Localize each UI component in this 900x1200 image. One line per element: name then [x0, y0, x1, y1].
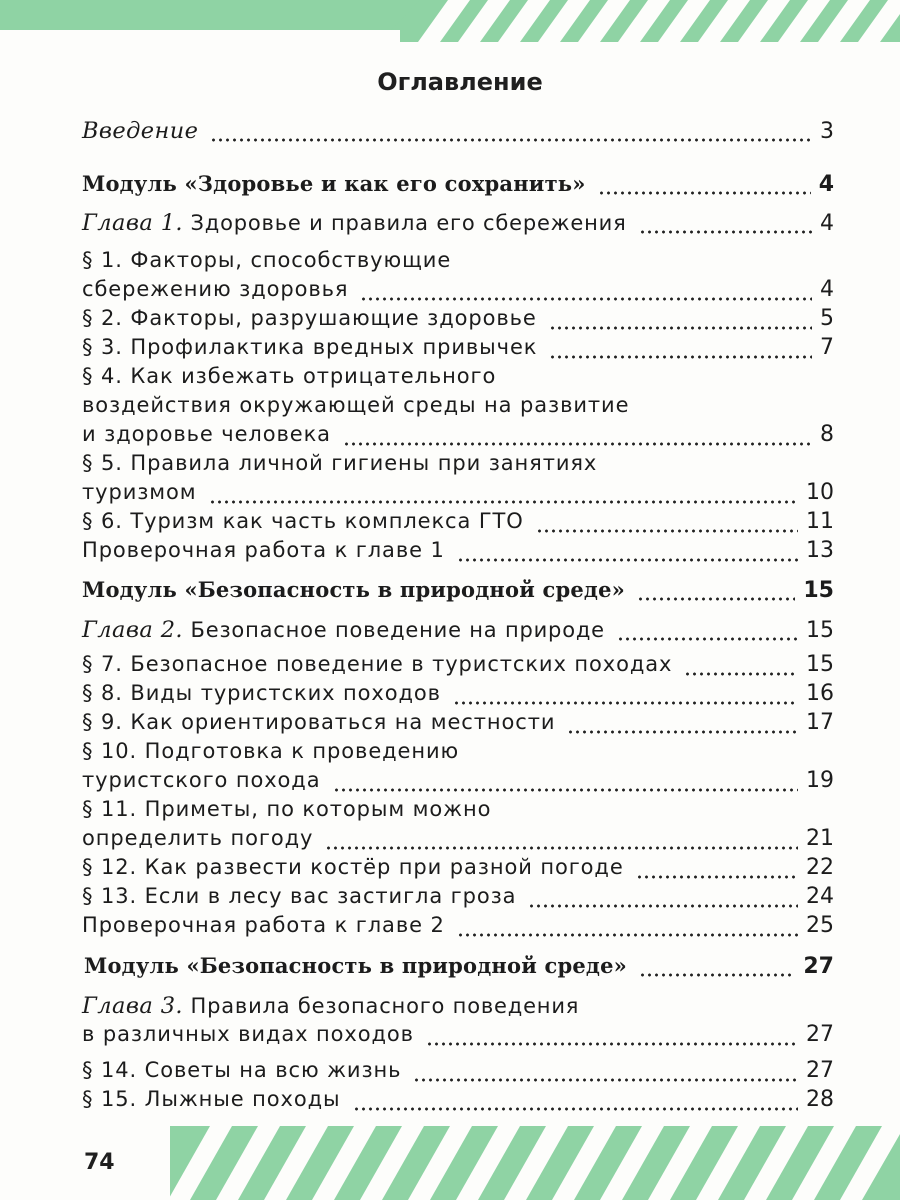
page-ref: 13 [806, 538, 834, 563]
dot-leader [413, 1076, 798, 1084]
toc-module-3[interactable] [84, 953, 834, 985]
page-title: Оглавление [377, 68, 543, 96]
toc-section-10-line1[interactable] [82, 739, 834, 771]
dot-leader [325, 844, 798, 852]
section-title: туризмом [82, 480, 197, 504]
dot-leader [639, 971, 795, 979]
page-ref: 27 [806, 1058, 834, 1083]
page-ref: 4 [818, 172, 834, 197]
dot-leader [209, 498, 798, 506]
dot-leader [598, 189, 811, 197]
page-ref: 25 [806, 913, 834, 938]
dot-leader [453, 699, 798, 707]
dot-leader [567, 728, 798, 736]
page-ref: 7 [820, 335, 834, 360]
toc-chapter-3-line1[interactable] [82, 993, 834, 1025]
section-title: сбережению здоровья [82, 277, 349, 301]
page-ref: 15 [806, 652, 834, 677]
toc-entry-intro[interactable] [82, 118, 834, 150]
section-title: туристского похода [82, 768, 321, 792]
section-title: и здоровье человека [82, 422, 331, 446]
dot-leader [536, 527, 798, 535]
dot-leader [639, 228, 812, 236]
toc-section-1-line2[interactable] [82, 277, 834, 309]
toc-section-6[interactable] [82, 509, 834, 541]
chapter-title: Правила безопасного поведения [190, 994, 580, 1018]
page-ref: 24 [806, 884, 834, 909]
toc-chapter-1[interactable] [82, 210, 834, 242]
chapter-label: Глава 2. [82, 617, 183, 643]
section-title: Проверочная работа к главе 2 [82, 913, 445, 937]
toc-section-12[interactable] [82, 855, 834, 887]
toc-section-8[interactable] [82, 681, 834, 713]
section-title: § 10. Подготовка к проведению [82, 739, 460, 763]
dot-leader [333, 786, 799, 794]
section-title: § 9. Как ориентироваться на местности [82, 710, 556, 734]
dot-leader [210, 136, 812, 144]
page-number: 74 [84, 1150, 115, 1175]
toc-section-5-line2[interactable] [82, 480, 834, 512]
module-title: Модуль «Безопасность в природной среде» [84, 953, 628, 978]
bottom-decorative-stripe [0, 1126, 900, 1200]
toc-section-4-line3[interactable] [82, 422, 834, 454]
dot-leader [684, 670, 798, 678]
section-title: § 7. Безопасное поведение в туристских походах [82, 652, 673, 676]
page-ref: 19 [806, 768, 834, 793]
section-title: Проверочная работа к главе 1 [82, 538, 445, 562]
section-title: § 12. Как развести костёр при разной погоде [82, 855, 624, 879]
dot-leader [549, 353, 812, 361]
section-title: воздействия окружающей среды на развитие [82, 393, 630, 417]
section-title: § 13. Если в лесу вас застигла гроза [82, 884, 517, 908]
toc-section-10-line2[interactable] [82, 768, 834, 800]
page-ref: 17 [806, 710, 834, 735]
page-ref: 21 [806, 826, 834, 851]
page-ref: 11 [806, 509, 834, 534]
section-title: § 15. Лыжные походы [82, 1087, 341, 1111]
toc-section-5-line1[interactable] [82, 451, 834, 483]
section-title: § 8. Виды туристских походов [82, 681, 441, 705]
section-title: § 1. Факторы, способствующие [82, 248, 452, 272]
section-title: § 2. Факторы, разрушающие здоровье [82, 306, 537, 330]
page-ref: 27 [806, 1022, 834, 1047]
toc-section-2[interactable] [82, 306, 834, 338]
section-title: § 11. Приметы, по которым можно [82, 797, 492, 821]
toc-section-15[interactable] [82, 1087, 834, 1119]
chapter-label: Глава 1. [82, 210, 183, 236]
page-ref: 15 [803, 578, 834, 603]
chapter-title: Здоровье и правила его сбережения [190, 211, 627, 235]
chapter-title: в различных видах походов [82, 1022, 414, 1046]
section-title: § 4. Как избежать отрицательного [82, 364, 497, 388]
toc-test-1[interactable] [82, 538, 834, 570]
dot-leader [343, 440, 812, 448]
toc-section-7[interactable] [82, 652, 834, 684]
dot-leader [549, 324, 812, 332]
toc-section-1-line1[interactable] [82, 248, 834, 280]
dot-leader [360, 295, 812, 303]
page-ref: 28 [806, 1087, 834, 1112]
dot-leader [528, 902, 798, 910]
page-ref: 15 [806, 618, 834, 643]
dot-leader [457, 931, 798, 939]
dot-leader [353, 1105, 799, 1113]
section-title: § 5. Правила личной гигиены при занятиях [82, 451, 598, 475]
toc-section-11-line2[interactable] [82, 826, 834, 858]
page-ref: 10 [806, 480, 834, 505]
page-ref: 3 [820, 119, 834, 144]
dot-leader [617, 635, 798, 643]
page-ref: 4 [820, 277, 834, 302]
toc-module-1[interactable] [82, 171, 834, 203]
toc-section-13[interactable] [82, 884, 834, 916]
dot-leader [637, 595, 795, 603]
dot-leader [636, 873, 798, 881]
section-title: определить погоду [82, 826, 314, 850]
page-ref: 8 [820, 422, 834, 447]
section-title: § 6. Туризм как часть комплекса ГТО [82, 509, 524, 533]
dot-leader [426, 1040, 798, 1048]
toc-section-14[interactable] [82, 1058, 834, 1090]
chapter-label: Глава 3. [82, 993, 183, 1019]
dot-leader [457, 556, 798, 564]
section-title: § 3. Профилактика вредных привычек [82, 335, 538, 359]
module-title: Модуль «Здоровье и как его сохранить» [82, 171, 586, 196]
page-ref: 4 [820, 211, 834, 236]
page-ref: 16 [806, 681, 834, 706]
toc-chapter-2[interactable] [82, 617, 834, 649]
page-ref: 27 [803, 954, 834, 979]
page-ref: 22 [806, 855, 834, 880]
chapter-title: Безопасное поведение на природе [190, 618, 605, 642]
toc-module-2[interactable] [82, 577, 834, 609]
toc-section-11-line1[interactable] [82, 797, 834, 829]
page-ref: 5 [820, 306, 834, 331]
toc-test-2[interactable] [82, 913, 834, 945]
section-title: § 14. Советы на всю жизнь [82, 1058, 402, 1082]
toc-chapter-3-line2[interactable] [82, 1022, 834, 1054]
toc-section-9[interactable] [82, 710, 834, 742]
toc-section-3[interactable] [82, 335, 834, 367]
toc-section-4-line1[interactable] [82, 364, 834, 396]
entry-title: Введение [82, 118, 199, 144]
module-title: Модуль «Безопасность в природной среде» [82, 577, 626, 602]
toc-section-4-line2[interactable] [82, 393, 834, 425]
